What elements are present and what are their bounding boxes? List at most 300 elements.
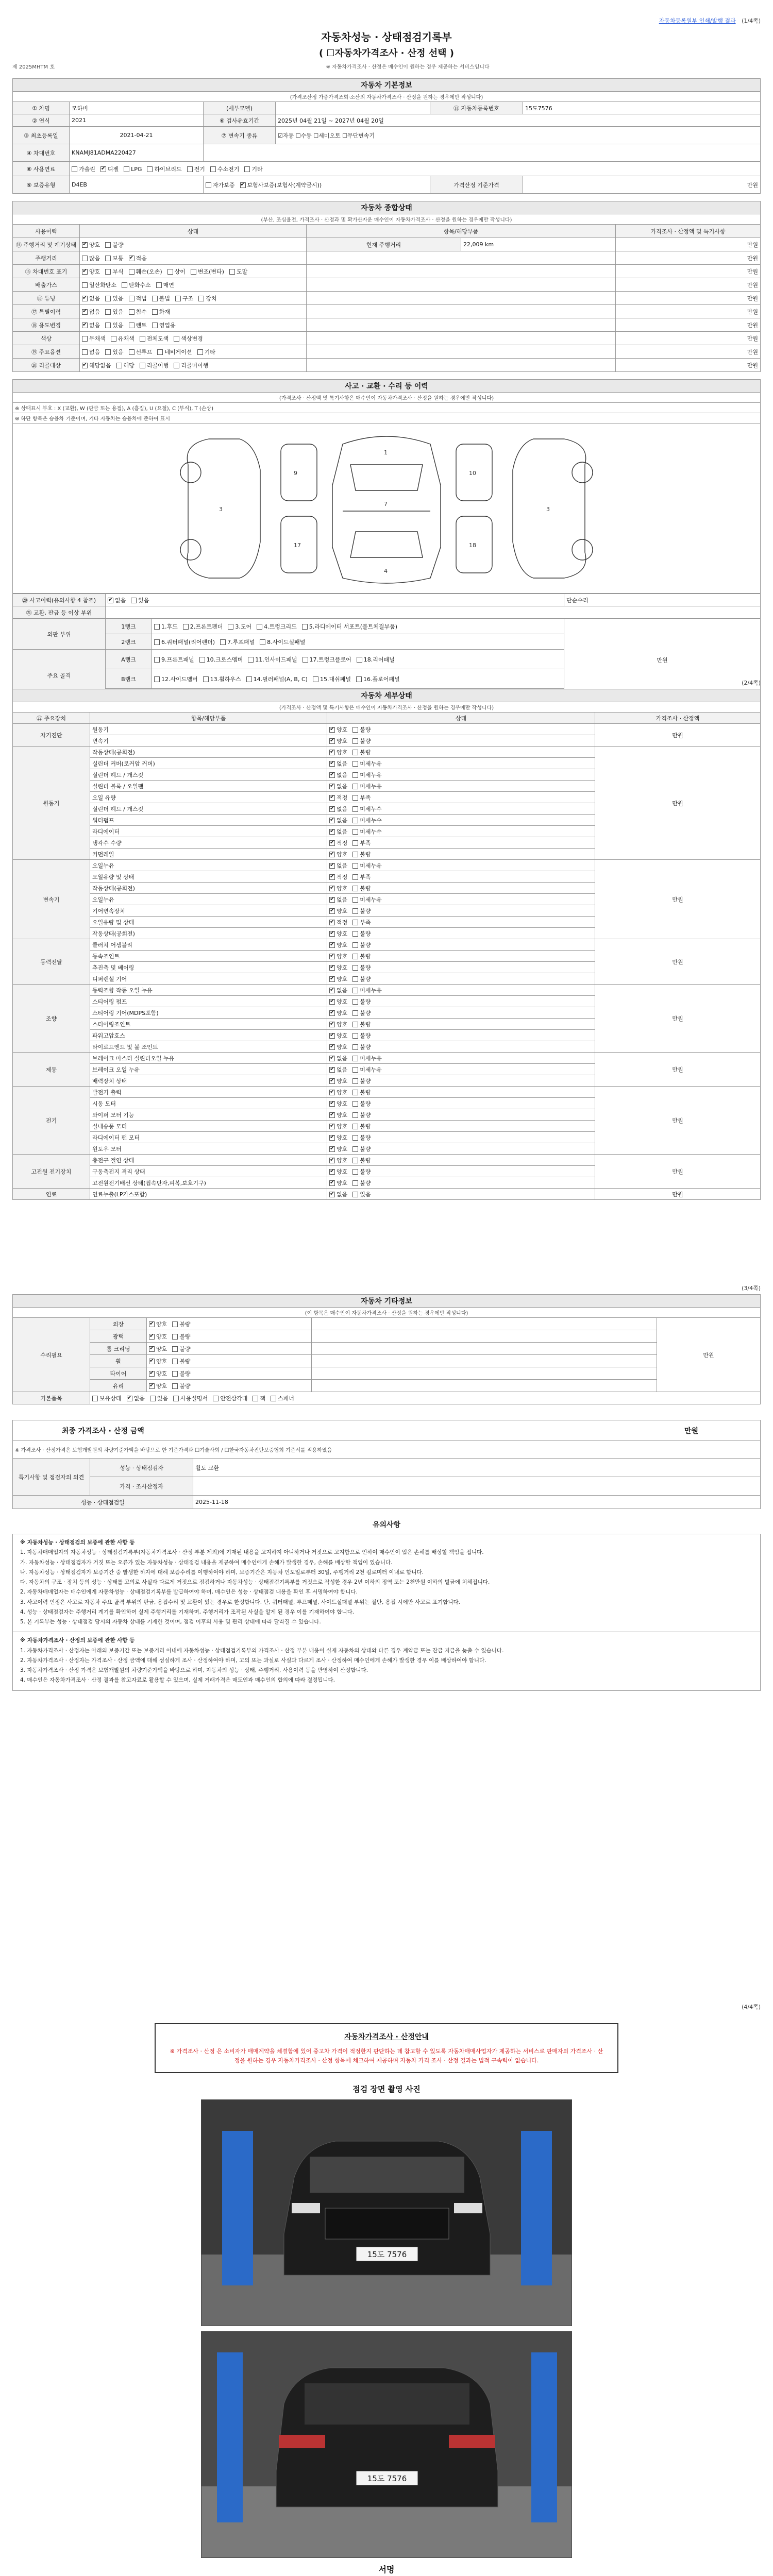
table-row <box>13 985 761 996</box>
status-option[interactable] <box>105 321 123 329</box>
fuel-option[interactable] <box>244 165 262 173</box>
checkbox-icon[interactable] <box>352 931 358 937</box>
checkbox-icon[interactable] <box>329 1135 335 1141</box>
checkbox-icon[interactable] <box>329 1180 335 1186</box>
checkbox-icon[interactable] <box>329 874 335 880</box>
checkbox-icon[interactable] <box>72 166 77 172</box>
status-option[interactable] <box>105 241 123 249</box>
status-option[interactable] <box>157 348 192 356</box>
fuel-option[interactable] <box>210 165 240 173</box>
checkbox-icon[interactable] <box>271 1396 276 1401</box>
checkbox-icon[interactable] <box>210 166 216 172</box>
checkbox-icon[interactable] <box>198 296 204 301</box>
checkbox-icon[interactable] <box>329 772 335 778</box>
basic-item-option[interactable] <box>127 1394 145 1402</box>
other-item-state: ✔ 양호 불량 <box>147 1318 312 1330</box>
checkbox-icon[interactable] <box>172 1346 178 1352</box>
detail-head: 자동차 세부상태 <box>13 689 761 702</box>
status-row-price: 만원 <box>616 265 761 278</box>
status-option[interactable] <box>167 267 186 276</box>
fuel-option[interactable] <box>72 165 95 173</box>
rank1-part-option-label: 3.도어 <box>235 623 252 630</box>
basic-item-option-label: 사용설명서 <box>180 1395 208 1402</box>
status-option[interactable] <box>82 321 100 329</box>
checkbox-icon[interactable] <box>260 639 265 645</box>
detail-item-state <box>327 781 595 792</box>
accident-history-label: ⑳ 사고이력(유의사항 4 참조) <box>13 594 106 606</box>
checkbox-icon[interactable] <box>352 908 358 914</box>
detail-item-state <box>327 826 595 837</box>
checkbox-icon[interactable] <box>116 363 122 368</box>
checkbox-icon[interactable] <box>105 349 111 355</box>
inspector-label: 성능 · 상태점검자 <box>90 1459 193 1477</box>
rank2-part-option[interactable] <box>154 638 215 646</box>
checkbox-icon[interactable] <box>147 166 153 172</box>
label-vin: ④ 차대번호 <box>13 144 70 162</box>
status-option[interactable] <box>175 294 193 302</box>
checkbox-icon[interactable] <box>150 1396 156 1401</box>
checkbox-icon[interactable] <box>329 852 335 857</box>
detail-state-good: 없음 <box>337 771 348 778</box>
checkbox-icon[interactable] <box>154 657 160 663</box>
checkbox-icon[interactable] <box>352 920 358 925</box>
inspection-photo-rear <box>201 2331 572 2558</box>
fuel-option[interactable] <box>124 166 142 173</box>
detail-state-good: 양호 <box>337 1145 348 1153</box>
checkbox-icon[interactable] <box>329 727 335 733</box>
status-row <box>13 305 761 318</box>
rank1-part-option[interactable] <box>257 622 297 631</box>
rankA-part-option[interactable] <box>199 655 243 664</box>
checkbox-icon[interactable] <box>111 336 116 342</box>
checkbox-icon[interactable] <box>329 999 335 1005</box>
checkbox-icon[interactable] <box>100 166 106 172</box>
checkbox-icon[interactable] <box>154 639 160 645</box>
checkbox-icon[interactable] <box>172 1321 178 1327</box>
fuel-option[interactable] <box>147 165 181 173</box>
label-transmission: ⑦ 변속기 종류 <box>204 127 276 144</box>
checkbox-icon[interactable] <box>122 282 127 288</box>
checkbox-icon[interactable] <box>257 624 262 630</box>
checkbox-icon[interactable] <box>352 942 358 948</box>
status-option[interactable] <box>129 348 153 356</box>
checkbox-icon[interactable] <box>352 1090 358 1095</box>
checkbox-icon[interactable] <box>244 166 250 172</box>
checkbox-icon[interactable] <box>129 256 135 261</box>
status-option[interactable] <box>82 294 100 302</box>
status-option[interactable] <box>152 308 170 316</box>
checkbox-icon[interactable] <box>140 363 145 368</box>
detail-item-state <box>327 939 595 951</box>
checkbox-icon[interactable] <box>352 976 358 982</box>
detail-item-label: 오일누유 <box>90 860 327 871</box>
status-option[interactable] <box>105 308 123 316</box>
caution-paragraph: 가. 자동차성능 · 상태점검자가 거짓 또는 오류가 있는 자동차성능 · 상태점검 내용을 제공하여 매수인에게 손해가 발생한 경우, 손해를 배상할 책임이 있습니다. <box>20 1559 393 1566</box>
checkbox-icon[interactable] <box>127 1396 132 1401</box>
table-row <box>13 724 761 735</box>
checkbox-icon[interactable] <box>329 897 335 903</box>
checkbox-icon[interactable] <box>174 336 179 342</box>
status-option[interactable] <box>140 361 169 369</box>
checkbox-icon[interactable] <box>352 886 358 891</box>
status-option[interactable] <box>198 294 216 302</box>
checkbox-icon[interactable] <box>105 309 111 315</box>
checkbox-icon[interactable] <box>352 829 358 835</box>
checkbox-icon[interactable] <box>329 942 335 948</box>
checkbox-icon[interactable] <box>82 296 88 301</box>
exchange-label: ㉑ 교환, 판금 등 이상 부위 <box>13 606 106 619</box>
detail-state-good: 양호 <box>337 1134 348 1141</box>
simple-repair-label: 단순수리 <box>564 594 761 606</box>
checkbox-icon[interactable] <box>352 772 358 778</box>
rank2-part-option[interactable] <box>260 638 305 646</box>
checkbox-icon[interactable] <box>352 988 358 993</box>
checkbox-icon[interactable] <box>149 1346 155 1352</box>
basic-item-option[interactable] <box>173 1394 208 1402</box>
rankA-part-option[interactable] <box>303 655 351 664</box>
checkbox-icon[interactable] <box>302 624 308 630</box>
checkbox-icon[interactable] <box>352 897 358 903</box>
checkbox-icon[interactable] <box>303 657 308 663</box>
checkbox-icon[interactable] <box>329 1022 335 1027</box>
basic-item-option[interactable] <box>271 1394 294 1402</box>
checkbox-icon[interactable] <box>220 639 226 645</box>
status-option[interactable] <box>82 267 100 276</box>
detail-item-state <box>327 758 595 769</box>
detail-item-label: 고전원전기배선 상태(접속단자,피복,보호기구) <box>90 1177 327 1189</box>
status-option-label: 매연 <box>163 281 174 289</box>
warranty-option[interactable] <box>240 181 322 189</box>
checkbox-icon[interactable] <box>329 931 335 937</box>
status-option[interactable] <box>105 254 123 262</box>
checkbox-icon[interactable] <box>129 323 135 328</box>
detail-state-bad: 부족 <box>360 794 371 801</box>
status-option[interactable] <box>82 348 100 356</box>
status-option[interactable] <box>129 294 147 302</box>
checkbox-icon[interactable] <box>352 1010 358 1016</box>
checkbox-icon[interactable] <box>172 1383 178 1389</box>
detail-item-state <box>327 837 595 849</box>
checkbox-icon[interactable] <box>352 750 358 755</box>
checkbox-icon[interactable] <box>157 349 163 355</box>
checkbox-icon[interactable] <box>352 738 358 744</box>
checkbox-icon[interactable] <box>92 1396 98 1401</box>
checkbox-icon[interactable] <box>352 818 358 823</box>
rankA-part-option[interactable] <box>248 655 297 664</box>
detail-table <box>12 689 761 1200</box>
checkbox-icon[interactable] <box>172 1359 178 1364</box>
checkbox-icon[interactable] <box>197 349 203 355</box>
checkbox-icon[interactable] <box>108 598 113 603</box>
rank2-part-option-label: 7.루프패널 <box>227 638 255 646</box>
status-option[interactable] <box>82 308 100 316</box>
checkbox-icon[interactable] <box>82 336 88 342</box>
detail-col-device: ㉒ 주요장치 <box>13 713 90 724</box>
checkbox-icon[interactable] <box>329 1067 335 1073</box>
checkbox-icon[interactable] <box>175 296 181 301</box>
checkbox-icon[interactable] <box>329 806 335 812</box>
checkbox-icon[interactable] <box>228 624 233 630</box>
checkbox-icon[interactable] <box>149 1383 155 1389</box>
checkbox-icon[interactable] <box>149 1334 155 1340</box>
status-option[interactable] <box>105 267 123 276</box>
status-option[interactable] <box>122 281 151 289</box>
detail-item-state <box>327 883 595 894</box>
current-mileage-label: 현재 주행거리 <box>307 238 461 251</box>
status-option[interactable] <box>82 334 106 343</box>
checkbox-icon[interactable] <box>174 363 179 368</box>
checkbox-icon[interactable] <box>352 806 358 812</box>
status-option[interactable] <box>129 267 162 276</box>
rank1-part-option[interactable] <box>154 622 178 631</box>
checkbox-icon[interactable] <box>82 269 88 275</box>
rankA-part-option[interactable] <box>357 655 395 664</box>
checkbox-icon[interactable] <box>82 309 88 315</box>
status-option[interactable] <box>129 308 147 316</box>
checkbox-icon[interactable] <box>105 256 111 261</box>
status-row-label: 주행거리 <box>13 251 80 265</box>
checkbox-icon[interactable] <box>352 840 358 846</box>
basic-item-option[interactable] <box>150 1394 168 1402</box>
checkbox-icon[interactable] <box>105 269 111 275</box>
checkbox-icon[interactable] <box>329 840 335 846</box>
status-option[interactable] <box>82 281 116 289</box>
checkbox-icon[interactable] <box>329 1078 335 1084</box>
checkbox-icon[interactable] <box>140 336 145 342</box>
diagram-label-1: 1 <box>384 449 388 456</box>
checkbox-icon[interactable] <box>329 1044 335 1050</box>
checkbox-icon[interactable] <box>156 282 162 288</box>
status-option-label: 유채색 <box>117 335 135 342</box>
status-option[interactable] <box>152 294 170 302</box>
status-row-price: 만원 <box>616 345 761 359</box>
checkbox-icon[interactable] <box>352 1033 358 1039</box>
checkbox-icon[interactable] <box>329 1158 335 1163</box>
value-first-reg: 2021-04-21 <box>70 127 204 144</box>
checkbox-icon[interactable] <box>183 624 189 630</box>
checkbox-icon[interactable] <box>206 182 211 188</box>
checkbox-icon[interactable] <box>352 1067 358 1073</box>
checkbox-icon[interactable] <box>352 1180 358 1186</box>
checkbox-icon[interactable] <box>149 1321 155 1327</box>
checkbox-icon[interactable] <box>329 1124 335 1129</box>
checkbox-icon[interactable] <box>329 1090 335 1095</box>
status-option[interactable] <box>152 321 176 329</box>
status-option[interactable] <box>105 294 123 302</box>
checkbox-icon[interactable] <box>329 1033 335 1039</box>
basic-item-option[interactable] <box>213 1394 247 1402</box>
detail-state-bad: 미세누수 <box>360 817 382 824</box>
checkbox-icon[interactable] <box>329 1146 335 1152</box>
status-option[interactable] <box>197 348 215 356</box>
checkbox-icon[interactable] <box>167 269 173 275</box>
checkbox-icon[interactable] <box>352 1078 358 1084</box>
detail-state-bad: 있음 <box>360 1191 371 1198</box>
checkbox-icon[interactable] <box>131 598 137 603</box>
status-option[interactable] <box>174 334 203 343</box>
checkbox-icon[interactable] <box>82 282 88 288</box>
checkbox-icon[interactable] <box>105 323 111 328</box>
checkbox-icon[interactable] <box>352 1112 358 1118</box>
checkbox-icon[interactable] <box>253 1396 258 1401</box>
checkbox-icon[interactable] <box>124 166 129 172</box>
checkbox-icon[interactable] <box>352 1044 358 1050</box>
checkbox-icon[interactable] <box>129 269 135 275</box>
checkbox-icon[interactable] <box>352 1146 358 1152</box>
checkbox-icon[interactable] <box>329 818 335 823</box>
checkbox-icon[interactable] <box>329 920 335 925</box>
checkbox-icon[interactable] <box>352 874 358 880</box>
checkbox-icon[interactable] <box>352 761 358 767</box>
status-option[interactable] <box>229 267 247 276</box>
checkbox-icon[interactable] <box>352 863 358 869</box>
status-option[interactable] <box>129 254 147 262</box>
rankB-label: B랭크 <box>106 669 152 689</box>
fuel-option[interactable] <box>187 165 205 173</box>
rankA-part-option-label: 18.리어패널 <box>363 656 395 663</box>
checkbox-icon[interactable] <box>329 738 335 744</box>
checkbox-icon[interactable] <box>149 1359 155 1364</box>
checkbox-icon[interactable] <box>329 988 335 993</box>
checkbox-icon[interactable] <box>229 269 235 275</box>
status-option[interactable] <box>82 361 111 369</box>
checkbox-icon[interactable] <box>152 309 158 315</box>
status-option[interactable] <box>116 361 135 369</box>
checkbox-icon[interactable] <box>82 349 88 355</box>
checkbox-icon[interactable] <box>352 727 358 733</box>
rank1-part-option[interactable] <box>302 622 397 631</box>
status-option[interactable] <box>156 281 174 289</box>
checkbox-icon[interactable] <box>152 323 158 328</box>
checkbox-icon[interactable] <box>352 1124 358 1129</box>
checkbox-icon[interactable] <box>154 624 160 630</box>
checkbox-icon[interactable] <box>352 954 358 959</box>
checkbox-icon[interactable] <box>329 795 335 801</box>
caution-paragraph: 2. 자동차가격조사 · 산정자는 가격조사 · 산정 금액에 대해 성실하게 조사 · 산정하여야 하며, 고의 또는 과실로 사실과 다르게 조사 · 산정하여 매수인에게 손해가 발생한 경우 이를 배상하여야 합니다. <box>20 1657 486 1664</box>
status-option[interactable] <box>174 361 208 369</box>
status-option[interactable] <box>140 334 169 343</box>
checkbox-icon[interactable] <box>329 1169 335 1175</box>
status-option[interactable] <box>111 334 135 343</box>
checkbox-icon[interactable] <box>172 1334 178 1340</box>
checkbox-icon[interactable] <box>352 1101 358 1107</box>
checkbox-icon[interactable] <box>199 657 205 663</box>
checkbox-icon[interactable] <box>191 269 196 275</box>
status-row <box>13 292 761 305</box>
warranty-option[interactable] <box>206 181 235 189</box>
checkbox-icon[interactable] <box>105 242 111 248</box>
checkbox-icon[interactable] <box>129 309 135 315</box>
detail-group-label: 조향 <box>13 985 90 1053</box>
accident-history-option[interactable] <box>131 596 149 604</box>
detail-item-label: 실린더 커버(로커암 커버) <box>90 758 327 769</box>
checkbox-icon[interactable] <box>329 1101 335 1107</box>
checkbox-icon[interactable] <box>240 182 246 188</box>
checkbox-icon[interactable] <box>352 852 358 857</box>
checkbox-icon[interactable] <box>149 1371 155 1377</box>
checkbox-icon[interactable] <box>82 323 88 328</box>
basic-item-option[interactable] <box>253 1394 265 1402</box>
checkbox-icon[interactable] <box>329 750 335 755</box>
diagram-label-3: 3 <box>219 506 223 513</box>
rankA-parts <box>152 650 564 669</box>
checkbox-icon[interactable] <box>172 1371 178 1377</box>
checkbox-icon[interactable] <box>329 954 335 959</box>
checkbox-icon[interactable] <box>187 166 193 172</box>
checkbox-icon[interactable] <box>152 296 158 301</box>
checkbox-icon[interactable] <box>173 1396 179 1401</box>
status-option[interactable] <box>129 321 147 329</box>
rank1-part-option[interactable] <box>228 622 251 631</box>
checkbox-icon[interactable] <box>352 965 358 971</box>
checkbox-icon[interactable] <box>129 296 135 301</box>
checkbox-icon[interactable] <box>352 1169 358 1175</box>
checkbox-icon[interactable] <box>329 784 335 789</box>
fuel-option[interactable] <box>100 165 119 173</box>
checkbox-icon[interactable] <box>357 657 362 663</box>
rankA-part-option[interactable] <box>154 655 194 664</box>
checkbox-icon[interactable] <box>82 256 88 261</box>
checkbox-icon[interactable] <box>352 795 358 801</box>
checkbox-icon[interactable] <box>329 761 335 767</box>
checkbox-icon[interactable] <box>352 1158 358 1163</box>
checkbox-icon[interactable] <box>329 1056 335 1061</box>
rank2-parts <box>152 634 564 650</box>
label-year: ② 연식 <box>13 114 70 127</box>
rank2-part-option-label: 6.쿼터패널(리어펜더) <box>161 638 215 646</box>
checkbox-icon[interactable] <box>129 349 135 355</box>
top-link[interactable]: 자동차등록원부 인쇄/발행 결과 <box>659 18 736 24</box>
status-row <box>13 345 761 359</box>
checkbox-icon[interactable] <box>329 965 335 971</box>
basic-item-option[interactable] <box>92 1394 122 1402</box>
checkbox-icon[interactable] <box>213 1396 219 1401</box>
checkbox-icon[interactable] <box>329 1192 335 1197</box>
detail-group-price: 만원 <box>595 985 761 1053</box>
checkbox-icon[interactable] <box>352 1135 358 1141</box>
checkbox-icon[interactable] <box>82 242 88 248</box>
checkbox-icon[interactable] <box>329 863 335 869</box>
checkbox-icon[interactable] <box>329 829 335 835</box>
checkbox-icon[interactable] <box>352 1192 358 1197</box>
checkbox-icon[interactable] <box>329 908 335 914</box>
checkbox-icon[interactable] <box>352 1056 358 1061</box>
status-option[interactable] <box>105 348 123 356</box>
checkbox-icon[interactable] <box>329 1112 335 1118</box>
caution-paragraph: 1. 자동차가격조사 · 산정자는 아래의 보증기간 또는 보증거리 이내에 자동차성능 · 상태점검기록부의 가격조사 · 산정 부분 내용이 실제 자동차의 상태와 다른 경우 계약금 또는 잔금 지급을 늦출 수 있습니다. <box>20 1647 504 1654</box>
checkbox-icon[interactable] <box>352 1022 358 1027</box>
rank2-part-option-label: 8.사이드실패널 <box>267 638 306 646</box>
checkbox-icon[interactable] <box>82 363 88 368</box>
detail-item-state <box>327 1132 595 1143</box>
checkbox-icon[interactable] <box>329 886 335 891</box>
checkbox-icon[interactable] <box>248 657 254 663</box>
rank1-part-option[interactable] <box>183 622 223 631</box>
checkbox-icon[interactable] <box>352 999 358 1005</box>
checkbox-icon[interactable] <box>329 1010 335 1016</box>
checkbox-icon[interactable] <box>329 976 335 982</box>
status-option[interactable] <box>191 267 224 276</box>
checkbox-icon[interactable] <box>352 784 358 789</box>
basic-info-note: (가격조산정 가중가격조회·소산의 자동차가격조사 · 산정을 원하는 경우에만 작성니다) <box>13 92 761 102</box>
checkbox-icon[interactable] <box>105 296 111 301</box>
rank1-part-option-label: 5.라디에이터 서포트(볼트체결부품) <box>309 623 398 630</box>
status-option[interactable] <box>82 241 100 249</box>
status-option[interactable] <box>82 254 100 262</box>
accident-history-option[interactable] <box>108 596 126 604</box>
rank2-part-option[interactable] <box>220 638 255 646</box>
main-frame-label: 주요 골격 <box>13 650 106 701</box>
